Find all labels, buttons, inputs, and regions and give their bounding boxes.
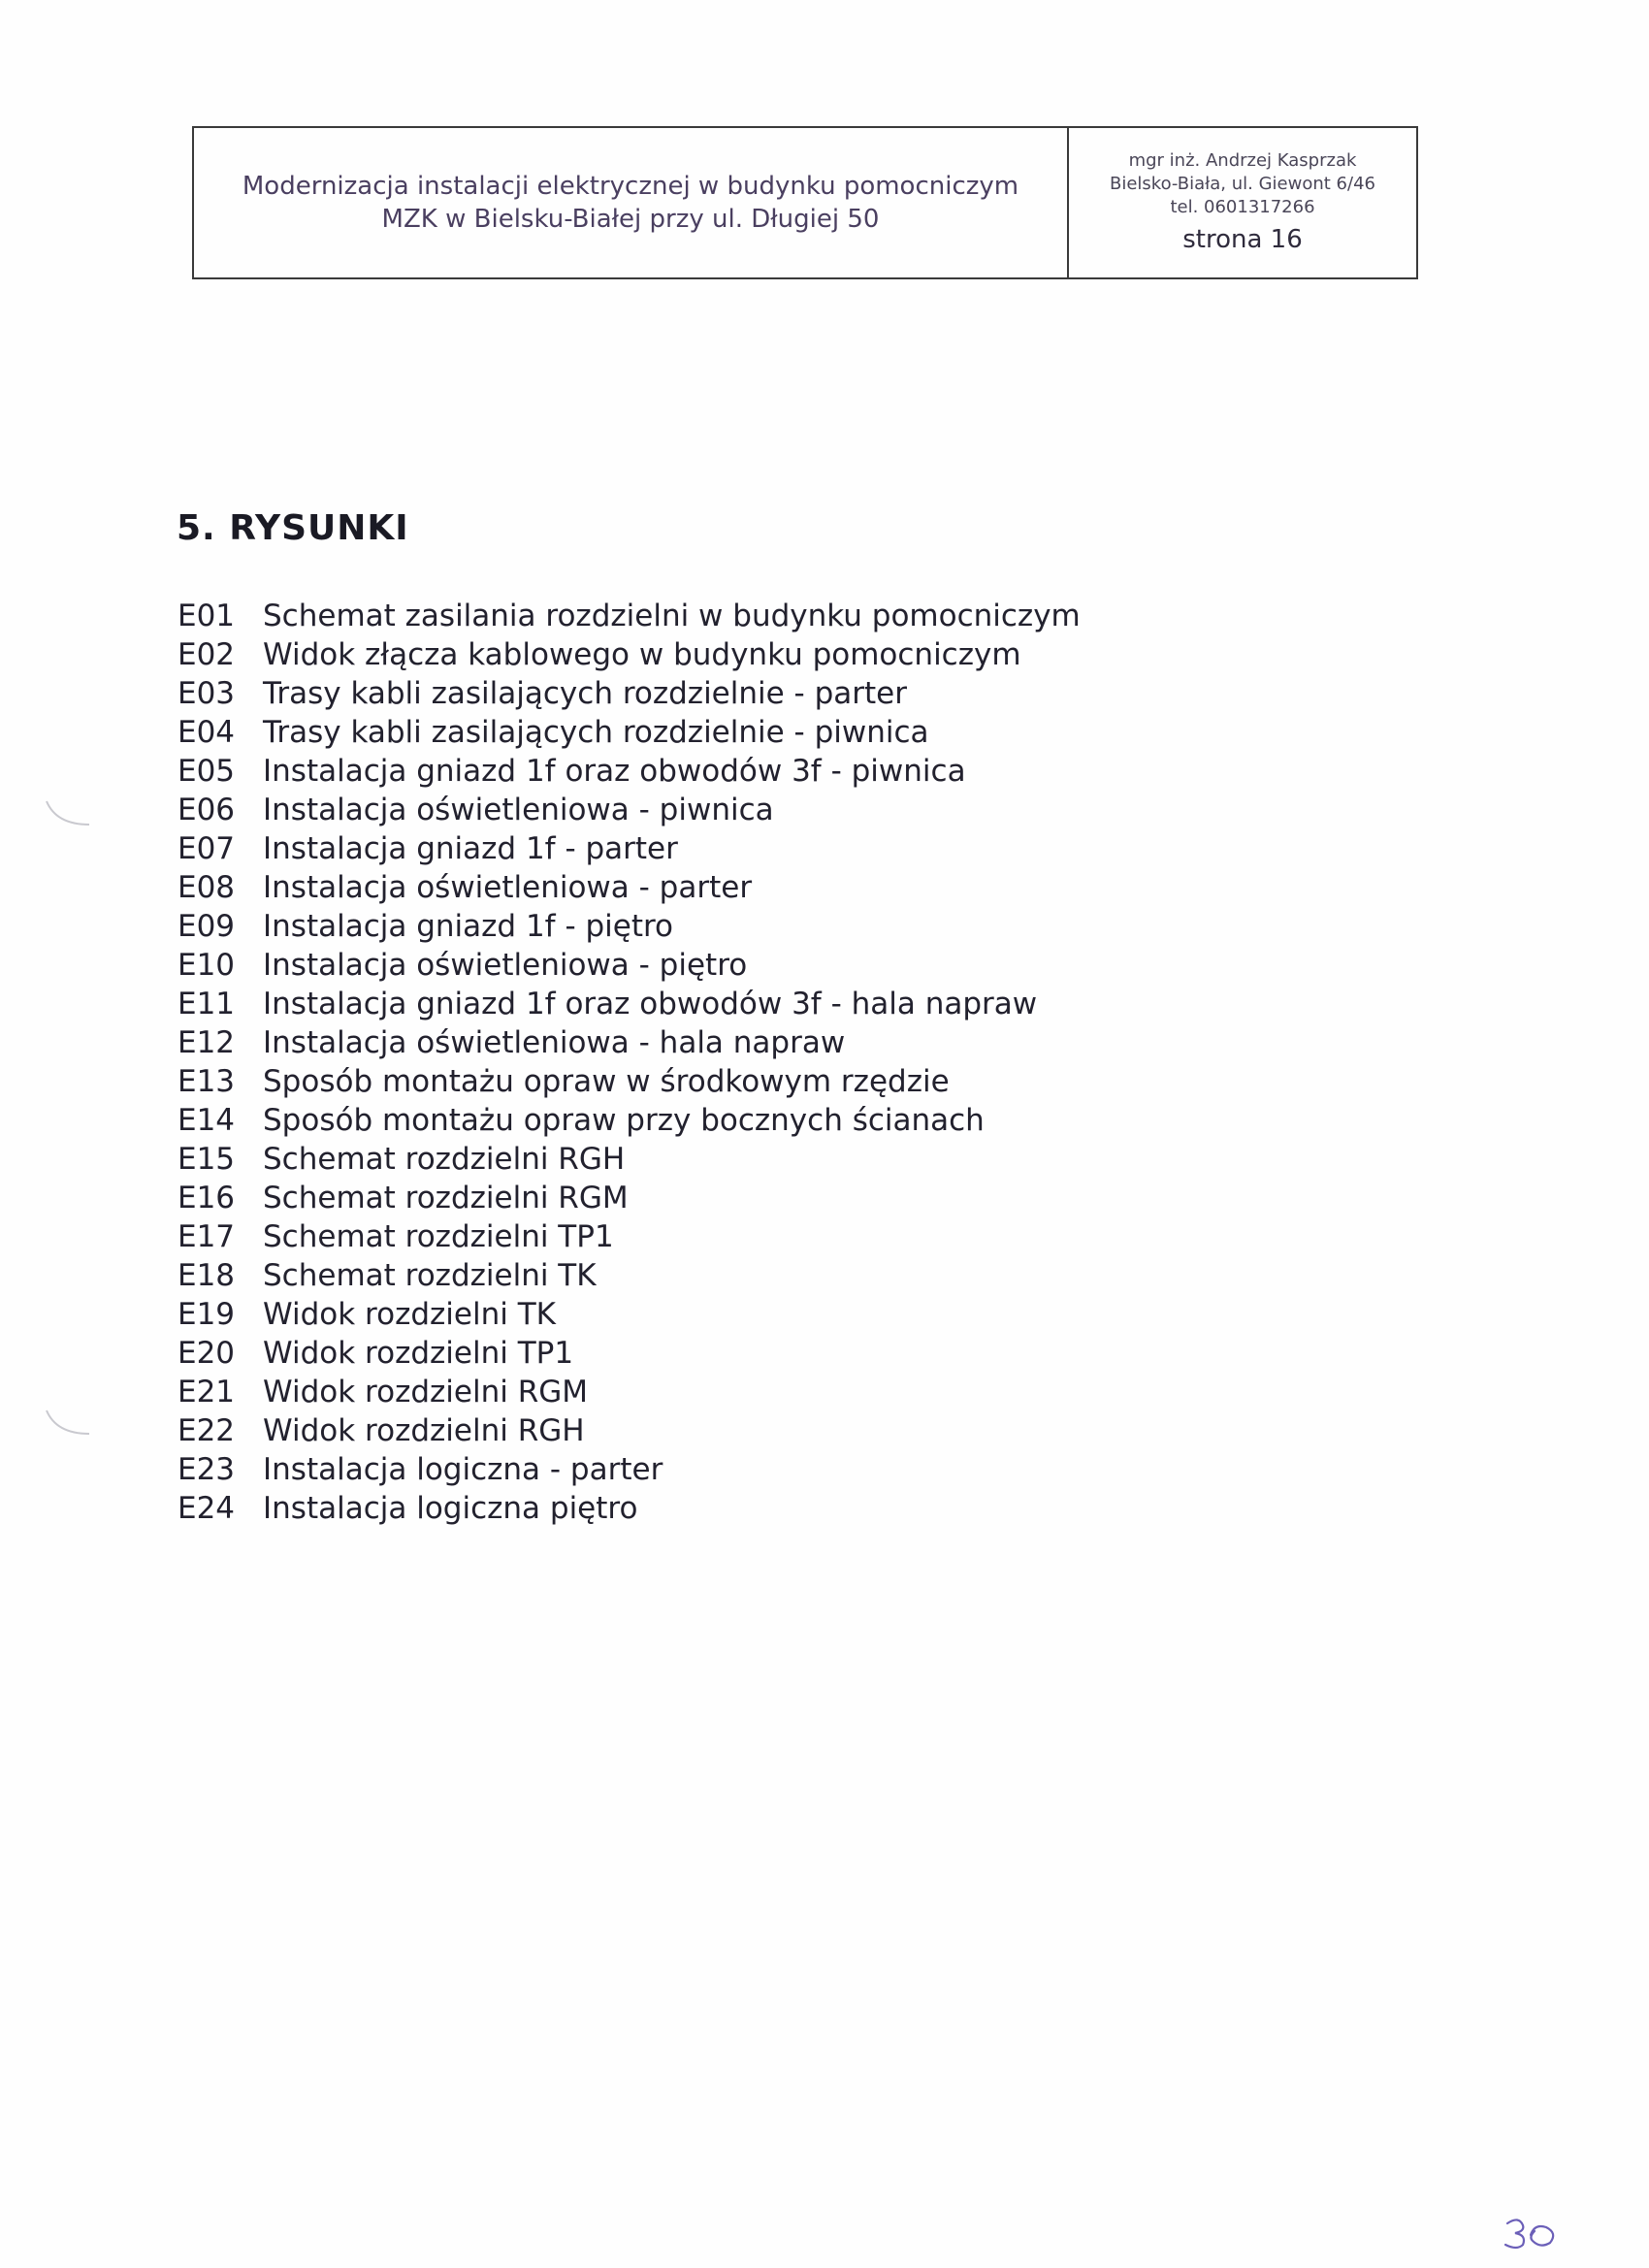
scan-fold-mark-icon bbox=[39, 1405, 97, 1443]
drawing-code: E18 bbox=[178, 1258, 236, 1293]
drawing-code: E12 bbox=[178, 1025, 236, 1060]
drawing-code: E14 bbox=[178, 1103, 236, 1138]
project-title-cell bbox=[194, 128, 1069, 277]
drawing-code: E22 bbox=[178, 1413, 236, 1448]
drawing-title: Instalacja logiczna piętro bbox=[263, 1491, 638, 1526]
drawing-list bbox=[178, 597, 1342, 1528]
drawing-title: Trasy kabli zasilających rozdzielnie - piwnica bbox=[263, 715, 929, 750]
drawing-code: E04 bbox=[178, 715, 236, 750]
drawing-title: Instalacja gniazd 1f - piętro bbox=[263, 909, 674, 944]
drawing-code: E13 bbox=[178, 1064, 236, 1099]
drawing-list-item bbox=[178, 1140, 1342, 1179]
drawing-code: E05 bbox=[178, 754, 236, 789]
drawing-title: Instalacja gniazd 1f oraz obwodów 3f - hala napraw bbox=[263, 987, 1038, 1021]
drawing-code: E03 bbox=[178, 676, 236, 711]
drawing-list-item bbox=[178, 674, 1342, 713]
section-heading: 5. RYSUNKI bbox=[177, 508, 409, 548]
drawing-title: Instalacja oświetleniowa - piwnica bbox=[263, 793, 774, 827]
drawing-title: Widok rozdzielni RGH bbox=[263, 1413, 585, 1448]
drawing-code: E01 bbox=[178, 599, 236, 633]
drawing-code: E16 bbox=[178, 1181, 236, 1215]
author-cell bbox=[1069, 128, 1416, 277]
author-name: mgr inż. Andrzej Kasprzak bbox=[1128, 150, 1357, 171]
drawing-title: Instalacja gniazd 1f - parter bbox=[263, 831, 678, 866]
drawing-title: Trasy kabli zasilających rozdzielnie - parter bbox=[263, 676, 907, 711]
drawing-title: Schemat rozdzielni RGH bbox=[263, 1142, 626, 1177]
drawing-code: E15 bbox=[178, 1142, 236, 1177]
drawing-list-item bbox=[178, 1373, 1342, 1411]
drawing-list-item bbox=[178, 635, 1342, 674]
drawing-title: Instalacja oświetleniowa - parter bbox=[263, 870, 753, 905]
drawing-code: E23 bbox=[178, 1452, 236, 1487]
drawing-code: E19 bbox=[178, 1297, 236, 1332]
drawing-code: E24 bbox=[178, 1491, 236, 1526]
drawing-title: Widok rozdzielni TP1 bbox=[263, 1336, 574, 1371]
drawing-title: Schemat rozdzielni TK bbox=[263, 1258, 597, 1293]
drawing-list-item bbox=[178, 1295, 1342, 1334]
drawing-code: E20 bbox=[178, 1336, 236, 1371]
drawing-list-item bbox=[178, 1489, 1342, 1528]
drawing-code: E10 bbox=[178, 948, 236, 983]
drawing-code: E07 bbox=[178, 831, 236, 866]
author-phone: tel. 0601317266 bbox=[1170, 197, 1315, 217]
drawing-title: Widok rozdzielni RGM bbox=[263, 1375, 589, 1409]
drawing-list-item bbox=[178, 829, 1342, 868]
handwritten-page-number bbox=[1502, 2214, 1562, 2252]
project-title-line-1: Modernizacja instalacji elektrycznej w budynku pomocniczym bbox=[242, 172, 1019, 201]
header-box bbox=[192, 126, 1418, 279]
drawing-code: E06 bbox=[178, 793, 236, 827]
drawing-list-item bbox=[178, 1411, 1342, 1450]
drawing-list-item bbox=[178, 1450, 1342, 1489]
drawing-title: Sposób montażu opraw przy bocznych ścianach bbox=[263, 1103, 985, 1138]
drawing-title: Schemat rozdzielni RGM bbox=[263, 1181, 629, 1215]
drawing-list-item bbox=[178, 791, 1342, 829]
drawing-list-item bbox=[178, 868, 1342, 907]
drawing-list-item bbox=[178, 713, 1342, 752]
scan-fold-mark-icon bbox=[39, 795, 97, 834]
drawing-code: E09 bbox=[178, 909, 236, 944]
drawing-title: Widok złącza kablowego w budynku pomocniczym bbox=[263, 637, 1021, 672]
drawing-code: E08 bbox=[178, 870, 236, 905]
drawing-title: Instalacja gniazd 1f oraz obwodów 3f - piwnica bbox=[263, 754, 966, 789]
project-title-line-2: MZK w Bielsku-Białej przy ul. Długiej 50 bbox=[381, 205, 880, 234]
drawing-code: E17 bbox=[178, 1219, 236, 1254]
drawing-title: Schemat zasilania rozdzielni w budynku pomocniczym bbox=[263, 599, 1081, 633]
drawing-list-item bbox=[178, 946, 1342, 985]
drawing-title: Instalacja oświetleniowa - piętro bbox=[263, 948, 748, 983]
drawing-list-item bbox=[178, 985, 1342, 1023]
drawing-list-item bbox=[178, 1062, 1342, 1101]
drawing-title: Instalacja oświetleniowa - hala napraw bbox=[263, 1025, 846, 1060]
drawing-title: Instalacja logiczna - parter bbox=[263, 1452, 663, 1487]
drawing-list-item bbox=[178, 752, 1342, 791]
page-number: strona 16 bbox=[1182, 225, 1303, 254]
drawing-list-item bbox=[178, 907, 1342, 946]
drawing-list-item bbox=[178, 1334, 1342, 1373]
drawing-list-item bbox=[178, 1179, 1342, 1217]
author-address: Bielsko-Biała, ul. Giewont 6/46 bbox=[1110, 174, 1375, 194]
drawing-list-item bbox=[178, 1256, 1342, 1295]
drawing-list-item bbox=[178, 597, 1342, 635]
drawing-list-item bbox=[178, 1023, 1342, 1062]
drawing-title: Sposób montażu opraw w środkowym rzędzie bbox=[263, 1064, 950, 1099]
drawing-list-item bbox=[178, 1217, 1342, 1256]
drawing-code: E21 bbox=[178, 1375, 236, 1409]
drawing-code: E11 bbox=[178, 987, 236, 1021]
drawing-title: Widok rozdzielni TK bbox=[263, 1297, 556, 1332]
drawing-title: Schemat rozdzielni TP1 bbox=[263, 1219, 614, 1254]
drawing-list-item bbox=[178, 1101, 1342, 1140]
drawing-code: E02 bbox=[178, 637, 236, 672]
